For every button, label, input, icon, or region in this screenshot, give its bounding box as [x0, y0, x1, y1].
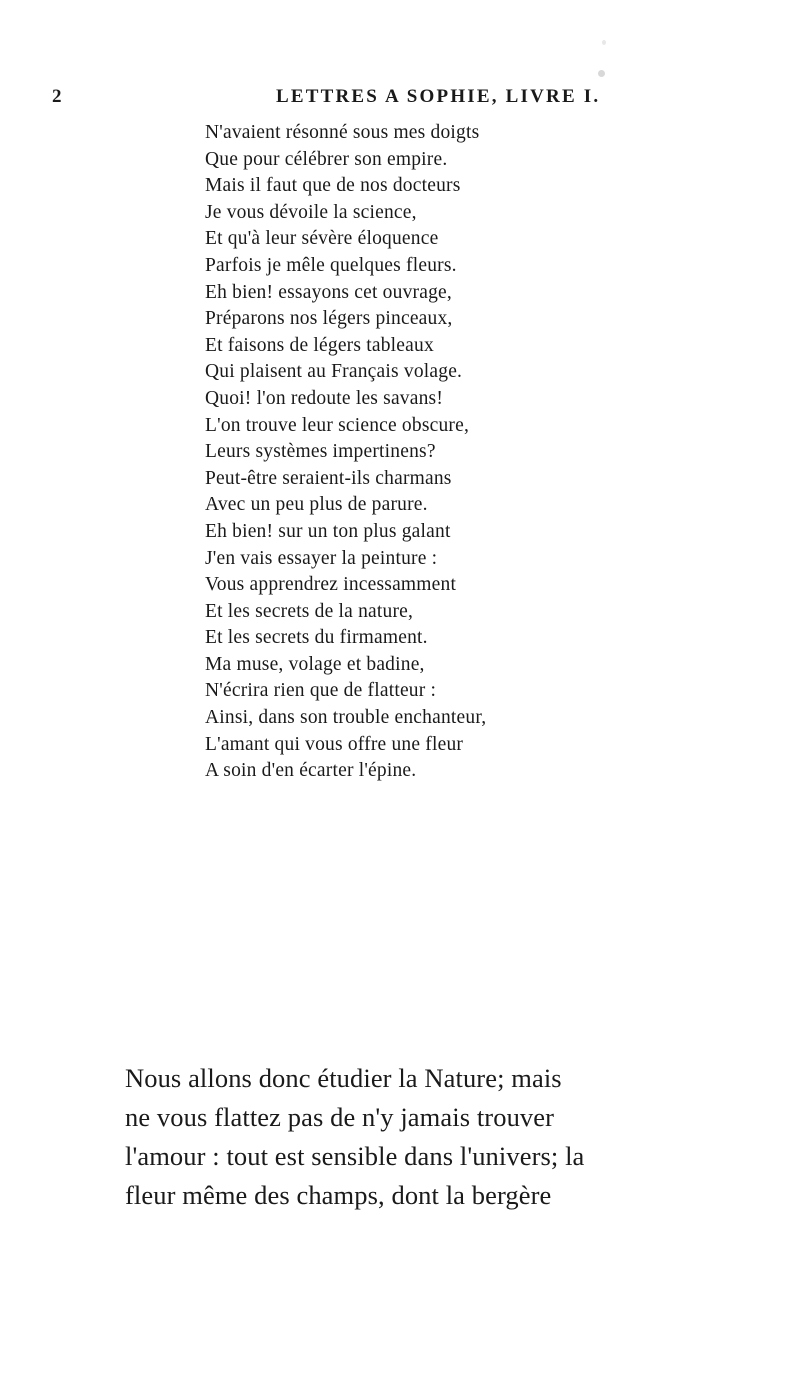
verse-line: Eh bien! essayons cet ouvrage, [205, 281, 452, 303]
verse-line: N'avaient résonné sous mes doigts [205, 122, 480, 143]
ink-spot [602, 40, 606, 45]
poem-verse [205, 120, 486, 785]
verse-line: Préparons nos légers pinceaux, [205, 308, 453, 330]
verse-line: Peut-être seraient-ils charmans [205, 467, 452, 489]
verse-line: Eh bien! sur un ton plus galant [205, 520, 451, 542]
running-title: LETTRES A SOPHIE, LIVRE I. [276, 86, 601, 107]
verse-line: L'amant qui vous offre une fleur [205, 733, 464, 755]
verse-line: Que pour célébrer son empire. [205, 148, 448, 170]
verse-line: J'en vais essayer la peinture : [205, 547, 438, 569]
verse-line: N'écrira rien que de flatteur : [205, 680, 437, 702]
verse-line: Ainsi, dans son trouble enchanteur, [205, 707, 487, 729]
prose-paragraph [125, 1059, 745, 1215]
verse-line: Je vous dévoile la science, [205, 201, 417, 223]
verse-line: Leurs systèmes impertinens? [205, 441, 436, 463]
verse-line: Vous apprendrez incessamment [205, 574, 457, 596]
prose-line: ne vous flattez pas de n'y jamais trouver [125, 1102, 555, 1132]
prose-line: fleur même des champs, dont la bergère [125, 1180, 552, 1210]
verse-line: Quoi! l'on redoute les savans! [205, 387, 444, 409]
running-head [52, 86, 764, 116]
verse-line: Et les secrets de la nature, [205, 600, 414, 622]
verse-line: Mais il faut que de nos docteurs [205, 175, 461, 197]
verse-line: A soin d'en écarter l'épine. [205, 760, 417, 782]
verse-line: Avec un peu plus de parure. [205, 494, 428, 516]
verse-line: L'on trouve leur science obscure, [205, 414, 470, 436]
verse-line: Et faisons de légers tableaux [205, 334, 434, 356]
verse-line: Ma muse, volage et badine, [205, 653, 425, 675]
verse-line: Et qu'à leur sévère éloquence [205, 228, 439, 250]
verse-line: Qui plaisent au Français volage. [205, 361, 463, 383]
page-number: 2 [52, 86, 63, 107]
prose-line: Nous allons donc étudier la Nature; mais [125, 1063, 562, 1093]
verse-line: Et les secrets du firmament. [205, 627, 428, 649]
verse-line: Parfois je mêle quelques fleurs. [205, 254, 457, 276]
ink-spot [598, 70, 605, 77]
prose-line: l'amour : tout est sensible dans l'univers; la [125, 1141, 585, 1171]
